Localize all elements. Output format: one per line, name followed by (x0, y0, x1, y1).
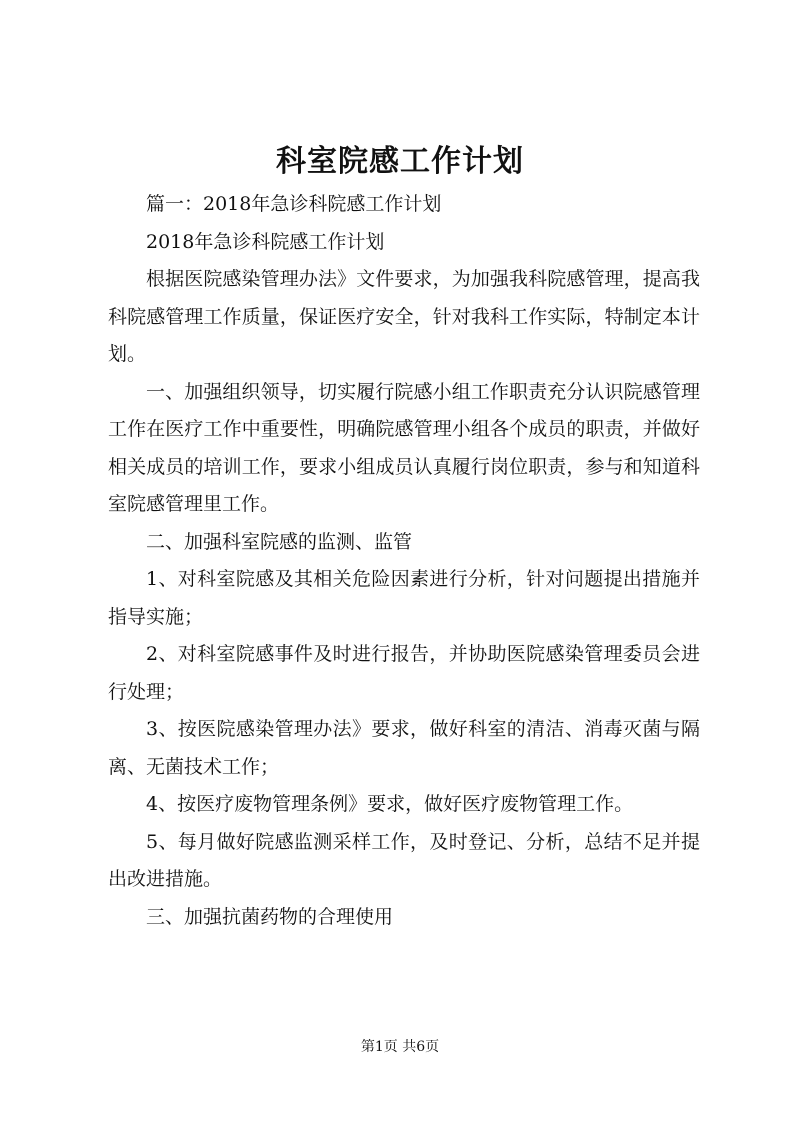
document-title: 科室院感工作计划 (276, 144, 524, 179)
paragraph-subitem-4: 4、按医疗废物管理条例》要求，做好医疗废物管理工作。 (146, 793, 634, 815)
paragraph-subitem-1: 1、对科室院感及其相关危险因素进行分析，针对问题提出措施并指导实施； (108, 568, 700, 628)
paragraph-subtitle: 2018年急诊科院感工作计划 (146, 230, 385, 253)
paragraph-subitem-2: 2、对科室院感事件及时进行报告，并协助医院感染管理委员会进行处理； (108, 643, 700, 703)
paragraph-section-heading: 篇一：2018年急诊科院感工作计划 (146, 193, 442, 215)
document-body (108, 186, 700, 936)
paragraph-subitem-5: 5、每月做好院感监测采样工作，及时登记、分析，总结不足并提出改进措施。 (108, 830, 700, 890)
paragraph-subitem-3: 3、按医院感染管理办法》要求，做好科室的清洁、消毒灭菌与隔离、无菌技术工作； (108, 718, 700, 778)
paragraph-item-3-heading: 三、加强抗菌药物的合理使用 (146, 905, 394, 928)
paragraph-item-1: 一、加强组织领导，切实履行院感小组工作职责充分认识院感管理工作在医疗工作中重要性，明确院感管理小组各个成员的职责，并做好相关成员的培训工作，要求小组成员认真履行岗位职责，参与和知道科室院感管理里工作。 (108, 380, 700, 515)
paragraph-intro: 根据医院感染管理办法》文件要求，为加强我科院感管理，提高我科院感管理工作质量，保证医疗安全，针对我科工作实际，特制定本计划。 (108, 268, 700, 365)
page-footer: 第1页 共6页 (360, 1039, 440, 1055)
paragraph-item-2-heading: 二、加强科室院感的监测、监管 (146, 530, 413, 553)
